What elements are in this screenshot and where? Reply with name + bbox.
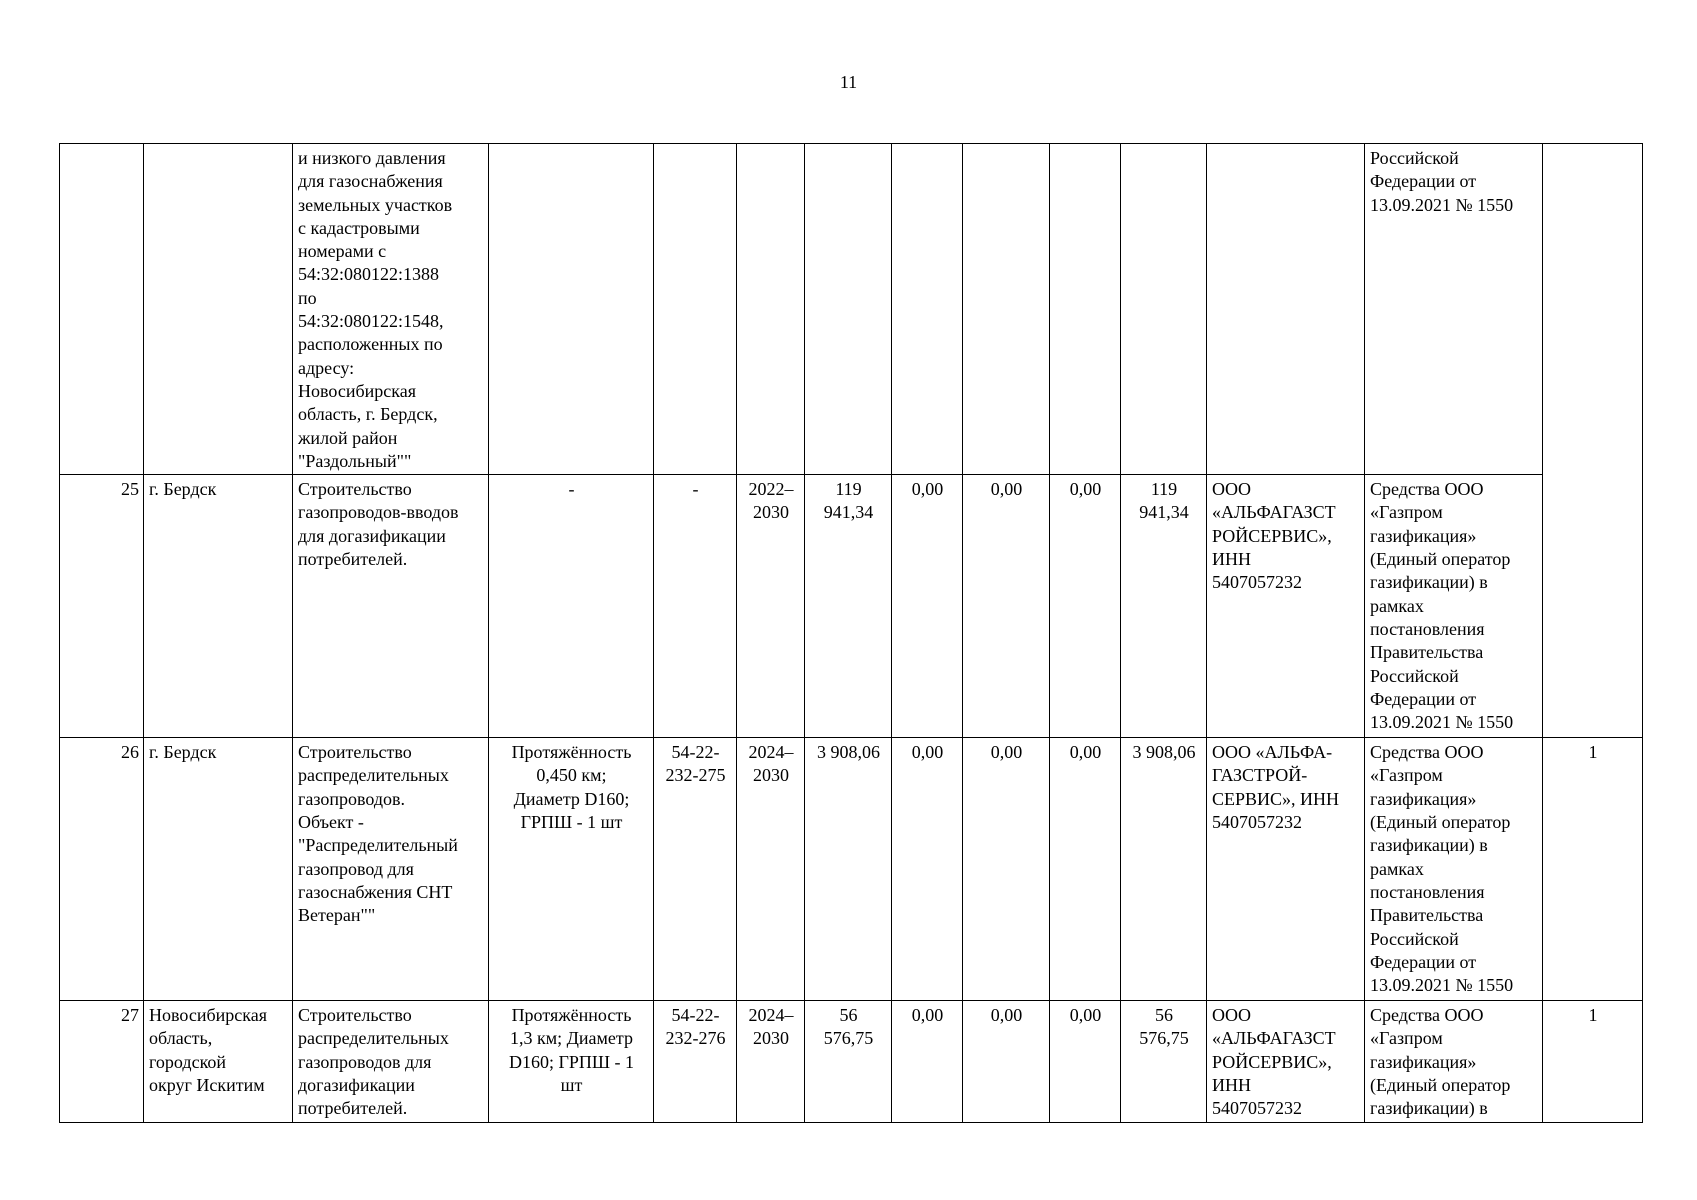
cell-value-3 <box>1050 144 1121 475</box>
cell-period: 2022– 2030 <box>737 475 805 738</box>
cell-value-2: 0,00 <box>963 1001 1050 1122</box>
cell-value-4: 56 576,75 <box>1121 1001 1207 1122</box>
table-row <box>60 738 1643 1001</box>
cell-period: 2024– 2030 <box>737 1001 805 1122</box>
cell-period: 2024– 2030 <box>737 738 805 1001</box>
cell-funding-source: Российской Федерации от 13.09.2021 № 1550 <box>1365 144 1543 475</box>
cell-value-4 <box>1121 144 1207 475</box>
cell-description: Строительство распределительных газопроводов для догазификации потребителей. <box>293 1001 489 1122</box>
cell-funding-source: Средства ООО «Газпром газификация» (Единый оператор газификации) в рамках постановления Правительства Российской Федерации от 13.09.2021 № 1550 <box>1365 738 1543 1001</box>
gasification-table <box>59 143 1643 1123</box>
cell-num: 25 <box>60 475 144 738</box>
cell-value-1: 0,00 <box>892 738 963 1001</box>
cell-value-1 <box>892 144 963 475</box>
cell-operator: ООО «АЛЬФАГАЗСТ РОЙСЕРВИС», ИНН 5407057232 <box>1207 1001 1365 1122</box>
cell-description: Строительство газопроводов-вводов для догазификации потребителей. <box>293 475 489 738</box>
cell-location <box>144 144 293 475</box>
cell-value-4: 119 941,34 <box>1121 475 1207 738</box>
cell-description: Строительство распределительных газопроводов. Объект - "Распределительный газопровод для газоснабжения СНТ Ветеран"" <box>293 738 489 1001</box>
cell-value-3: 0,00 <box>1050 738 1121 1001</box>
cell-period <box>737 144 805 475</box>
cell-funding-source: Средства ООО «Газпром газификация» (Единый оператор газификации) в рамках постановления Правительства Российской Федерации от 13.09.2021 № 1550 <box>1365 475 1543 738</box>
cell-operator: ООО «АЛЬФА- ГАЗСТРОЙ- СЕРВИС», ИНН 5407057232 <box>1207 738 1365 1001</box>
page-number: 11 <box>839 72 858 92</box>
cell-total <box>805 144 892 475</box>
cell-description: и низкого давления для газоснабжения земельных участков с кадастровыми номерами с 54:32:080122:1388 по 54:32:080122:1548, расположенных по адресу: Новосибирская область, г. Бердск, жилой район "Раздольный"" <box>293 144 489 475</box>
cell-value-2: 0,00 <box>963 475 1050 738</box>
cell-funding-source: Средства ООО «Газпром газификация» (Единый оператор газификации) в <box>1365 1001 1543 1122</box>
cell-value-1: 0,00 <box>892 1001 963 1122</box>
table-row <box>60 1001 1643 1122</box>
cell-value-3: 0,00 <box>1050 475 1121 738</box>
cell-specs: - <box>489 475 654 738</box>
cell-code: - <box>654 475 737 738</box>
cell-specs: Протяжённость 0,450 км; Диаметр D160; ГРПШ - 1 шт <box>489 738 654 1001</box>
cell-operator <box>1207 144 1365 475</box>
cell-count <box>1543 475 1643 738</box>
cell-total: 3 908,06 <box>805 738 892 1001</box>
cell-value-4: 3 908,06 <box>1121 738 1207 1001</box>
cell-location: Новосибирская область, городской округ Искитим <box>144 1001 293 1122</box>
cell-operator: ООО «АЛЬФАГАЗСТ РОЙСЕРВИС», ИНН 5407057232 <box>1207 475 1365 738</box>
cell-location: г. Бердск <box>144 475 293 738</box>
cell-count: 1 <box>1543 1001 1643 1122</box>
cell-count <box>1543 144 1643 475</box>
cell-specs <box>489 144 654 475</box>
cell-num: 26 <box>60 738 144 1001</box>
cell-code: 54-22- 232-275 <box>654 738 737 1001</box>
cell-value-1: 0,00 <box>892 475 963 738</box>
cell-num <box>60 144 144 475</box>
cell-num: 27 <box>60 1001 144 1122</box>
cell-code <box>654 144 737 475</box>
table-row <box>60 144 1643 475</box>
cell-value-2: 0,00 <box>963 738 1050 1001</box>
cell-total: 119 941,34 <box>805 475 892 738</box>
cell-value-3: 0,00 <box>1050 1001 1121 1122</box>
table-row <box>60 475 1643 738</box>
cell-location: г. Бердск <box>144 738 293 1001</box>
cell-value-2 <box>963 144 1050 475</box>
cell-code: 54-22- 232-276 <box>654 1001 737 1122</box>
cell-count: 1 <box>1543 738 1643 1001</box>
cell-specs: Протяжённость 1,3 км; Диаметр D160; ГРПШ - 1 шт <box>489 1001 654 1122</box>
cell-total: 56 576,75 <box>805 1001 892 1122</box>
